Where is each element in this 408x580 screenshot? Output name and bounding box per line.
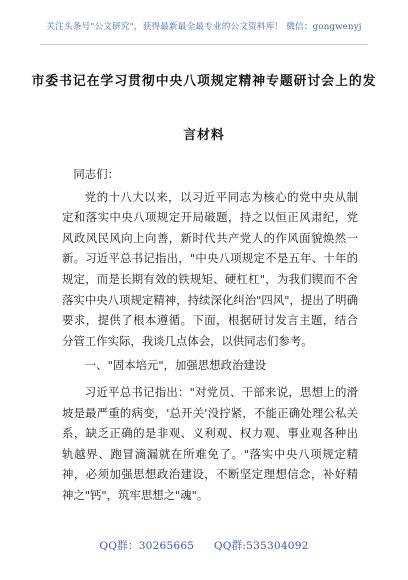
footer-qq-group-1: QQ群：30265665: [99, 540, 195, 552]
document-title-line1: 市委书记在学习贯彻中央八项规定精神专题研讨会上的发: [31, 74, 377, 89]
footer-qq-group-2: QQ群:535304092: [213, 540, 309, 552]
header-divider: [40, 44, 368, 45]
section-heading-1: 一、"固本培元"，加强思想政治建设: [84, 358, 267, 373]
paragraph-section-1: 习近平总书记指出："对党员、干部来说，思想上的滑坡是最严重的病变，'总开关'没拧紧，不能正确处理公私关系，缺乏正确的是非观、义利观、权力观、事业观各种出轨越界、跑冒滴漏就在所难免了。"落实中央八项规定精神，必须加强思想政治建设，不断坚定理想信念，补好精神之"钙"，筑牢思想之"魂"。: [62, 384, 358, 502]
header-promo-text: 关注头条号"公文研究"，获得最新最全最专业的公文资料库！ 微信：gongwenyj: [46, 22, 362, 32]
greeting: 同志们：: [73, 167, 119, 181]
paragraph-intro: 党的十八大以来，以习近平同志为核心的党中央从制定和落实中央八项规定开局破题，持之以恒正风肃纪，党风政风民风向上向善，新时代共产党人的作风面貌焕然一新。习近平总书记指出，"中央八项规定不是五年、十年的规定，而是长期有效的铁规矩、硬杠杠"，为我们锲而不舍落实中央八项规定精神，持续深化纠治"四风"，提出了明确要求，提供了根本遵循。下面，根据研讨发言主题，结合分管工作实际，我谈几点体会，以供同志们参考。: [62, 189, 358, 348]
footer-contact: [0, 538, 408, 553]
document-title-line2: 言材料: [183, 128, 225, 143]
document-body: [62, 164, 358, 506]
